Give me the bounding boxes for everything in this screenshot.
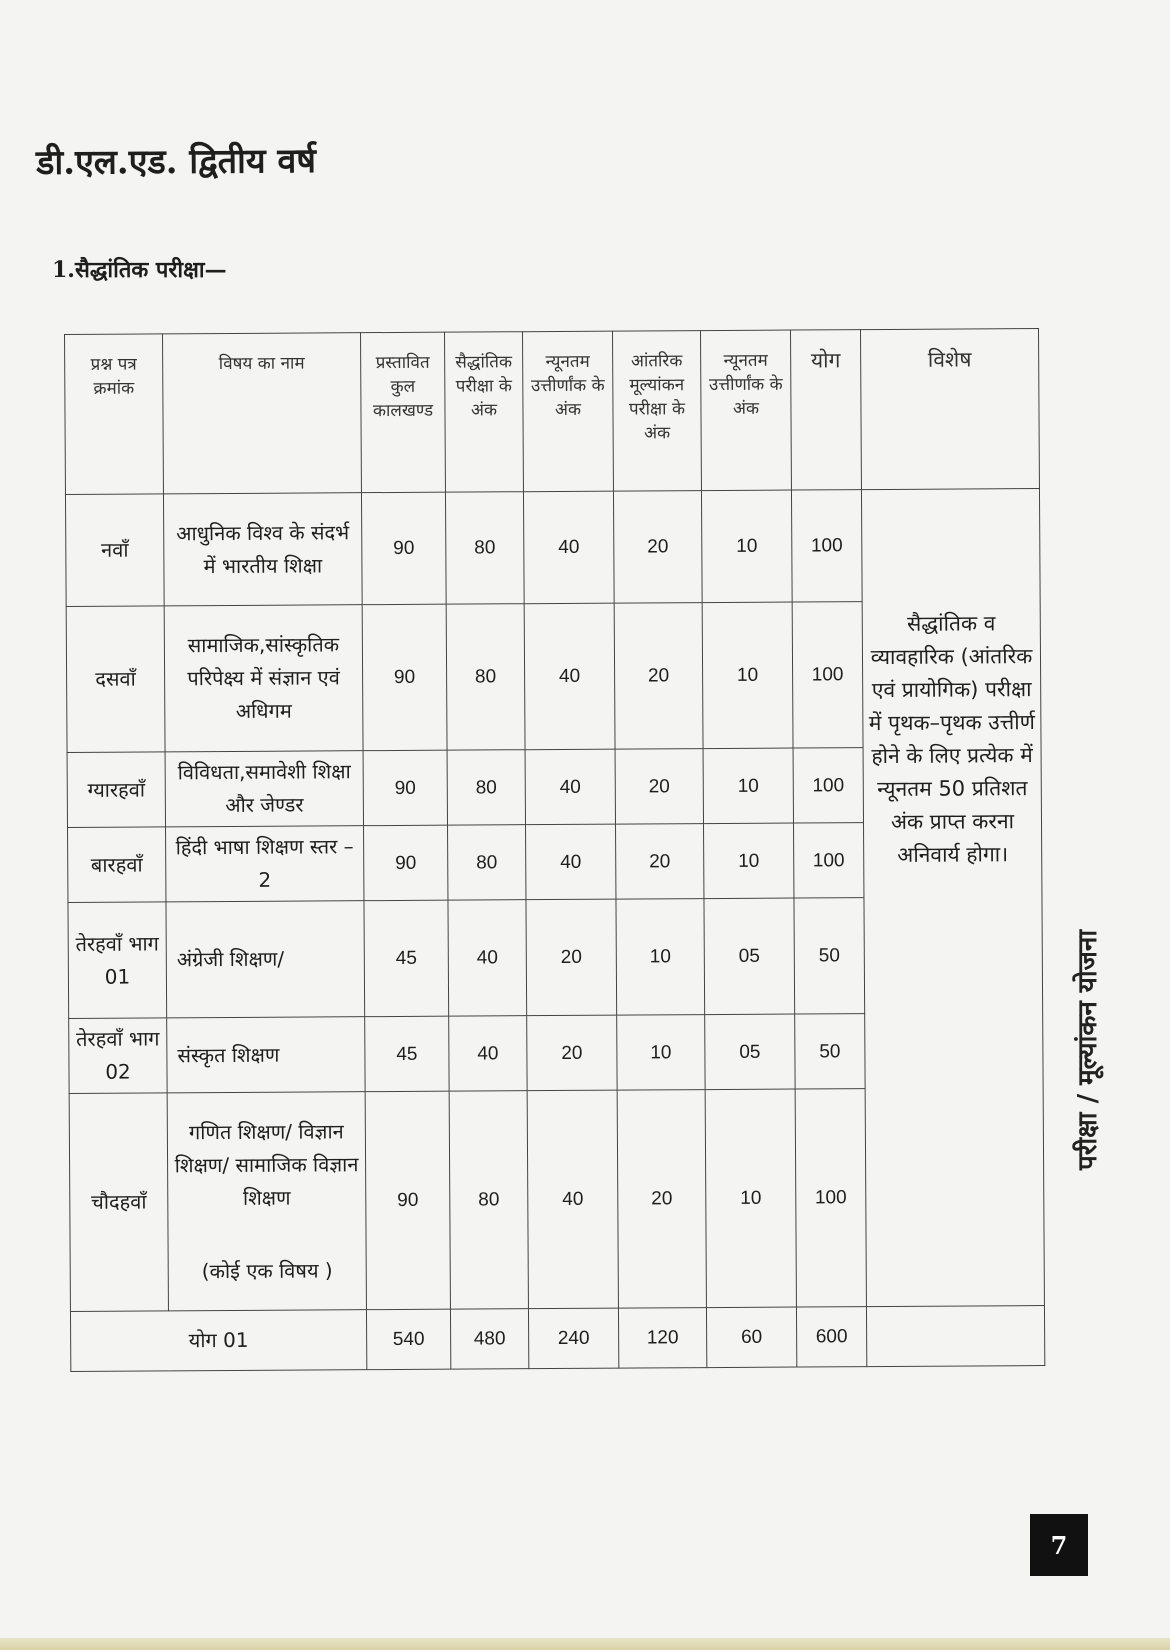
min-internal: 10 <box>705 1089 796 1308</box>
table-header-row <box>65 329 1040 495</box>
periods: 90 <box>363 750 447 826</box>
row-total: 100 <box>792 602 863 748</box>
side-section-label: परीक्षा / मूल्यांकन योजना <box>1073 929 1103 1170</box>
theory-marks: 40 <box>449 1016 527 1091</box>
subject-name: गणित शिक्षण/ विज्ञान शिक्षण/ सामाजिक विज्ञान शिक्षण <box>174 1118 359 1210</box>
periods: 45 <box>364 900 449 1017</box>
subject-name: सामाजिक,सांस्कृतिक परिपेक्ष्य में संज्ञान एवं अधिगम <box>164 605 363 752</box>
total-periods: 540 <box>366 1309 450 1370</box>
periods: 45 <box>365 1016 449 1092</box>
periods: 90 <box>362 604 447 751</box>
row-total: 100 <box>795 1089 866 1307</box>
total-remark-empty <box>866 1306 1044 1367</box>
periods: 90 <box>364 825 448 901</box>
subject-name: संस्कृत शिक्षण <box>167 1017 365 1093</box>
min-theory: 40 <box>524 603 615 750</box>
min-internal: 05 <box>704 898 795 1015</box>
bottom-edge-strip <box>0 1638 1170 1650</box>
periods: 90 <box>365 1091 450 1310</box>
header-min-internal: न्यूनतम उत्तीर्णांक के अंक <box>700 330 791 491</box>
internal-marks: 20 <box>613 491 702 604</box>
header-total: योग <box>790 330 861 490</box>
grand-total: 600 <box>796 1307 866 1367</box>
subject-name: आधुनिक विश्व के संदर्भ में भारतीय शिक्षा <box>163 493 362 606</box>
min-internal: 10 <box>703 748 793 824</box>
header-theory-marks: सैद्धांतिक परीक्षा के अंक <box>444 332 523 492</box>
min-internal: 05 <box>705 1014 795 1090</box>
subject-name: विविधता,समावेशी शिक्षा और जेण्डर <box>165 751 363 827</box>
header-subject: विषय का नाम <box>163 333 362 494</box>
min-theory: 20 <box>526 899 617 1016</box>
paper-no: ग्यारहवाँ <box>67 752 165 828</box>
total-internal: 120 <box>618 1308 706 1369</box>
internal-marks: 20 <box>617 1090 706 1309</box>
page-title: डी.एल.एड. द्वितीय वर्ष <box>36 141 317 183</box>
subject-note: (कोई एक विषय ) <box>201 1257 333 1283</box>
theory-marks: 80 <box>446 604 525 750</box>
header-remark: विशेष <box>860 329 1039 490</box>
subject-name: हिंदी भाषा शिक्षण स्तर –2 <box>166 826 364 902</box>
header-internal-marks: आंतरिक मूल्यांकन परीक्षा के अंक <box>612 331 701 492</box>
paper-no: तेरहवाँ भाग 02 <box>69 1018 167 1094</box>
min-theory: 40 <box>525 749 615 825</box>
section-title: 1.सैद्धांतिक परीक्षा— <box>52 257 227 283</box>
theory-marks: 80 <box>447 750 525 825</box>
row-total: 50 <box>794 898 865 1014</box>
theory-marks: 40 <box>448 900 527 1016</box>
header-paper-no: प्रश्न पत्र क्रमांक <box>65 334 164 495</box>
min-theory: 20 <box>527 1015 617 1091</box>
periods: 90 <box>361 492 446 605</box>
internal-marks: 20 <box>615 749 703 825</box>
row-total: 100 <box>794 823 864 898</box>
page-number: 7 <box>1030 1514 1088 1576</box>
min-internal: 10 <box>704 823 794 899</box>
subject-name: अंग्रेजी शिक्षण/ <box>166 901 365 1018</box>
total-theory: 480 <box>450 1309 528 1369</box>
theory-marks: 80 <box>445 492 524 604</box>
theory-marks: 80 <box>448 825 526 900</box>
internal-marks: 10 <box>617 1015 705 1091</box>
min-theory: 40 <box>526 824 616 900</box>
exam-scheme-table <box>64 328 1045 1372</box>
total-label: योग 01 <box>70 1310 366 1372</box>
exam-table-wrapper <box>64 328 1044 1372</box>
paper-no: नवाँ <box>65 494 164 607</box>
paper-no: दसवाँ <box>66 606 165 753</box>
theory-marks: 80 <box>449 1091 528 1309</box>
subject-name-cell <box>167 1092 366 1311</box>
paper-no: तेरहवाँ भाग 01 <box>68 902 167 1019</box>
total-row <box>70 1306 1044 1372</box>
remark-cell: सैद्धांतिक व व्यावहारिक (आंतरिक एवं प्रायोगिक) परीक्षा में पृथक–पृथक उत्तीर्ण होने के लिए प्रत्येक में न्यूनतम 50 प्रतिशत अंक प्राप्त करना अनिवार्य होगा। <box>861 489 1044 1307</box>
internal-marks: 20 <box>616 824 704 900</box>
min-internal: 10 <box>702 602 793 749</box>
row-total: 100 <box>793 748 863 823</box>
row-total: 50 <box>795 1014 865 1089</box>
header-min-theory: न्यूनतम उत्तीर्णांक के अंक <box>522 331 613 492</box>
paper-no: बारहवाँ <box>68 827 166 903</box>
row-total: 100 <box>791 490 862 602</box>
min-theory: 40 <box>527 1090 618 1309</box>
paper-no: चौदहवाँ <box>69 1093 168 1312</box>
total-min-internal: 60 <box>706 1307 796 1368</box>
total-min-theory: 240 <box>528 1308 618 1369</box>
table-row <box>65 489 1040 607</box>
header-periods: प्रस्तावित कुल कालखण्ड <box>360 332 445 493</box>
min-internal: 10 <box>701 490 792 603</box>
internal-marks: 20 <box>614 603 703 750</box>
internal-marks: 10 <box>616 899 705 1016</box>
min-theory: 40 <box>523 491 614 604</box>
